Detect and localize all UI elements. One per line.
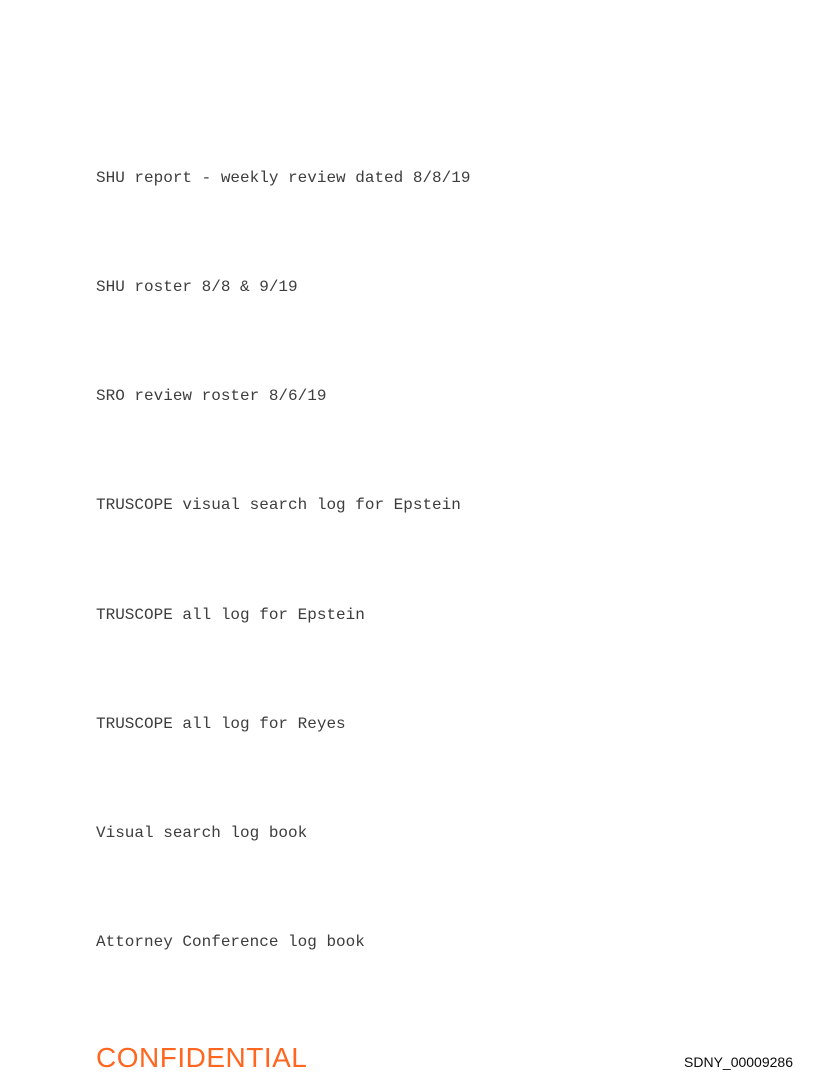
- document-line: Attorney Conference log book: [96, 933, 365, 952]
- bates-number: SDNY_00009286: [684, 1054, 793, 1070]
- document-line: TRUSCOPE all log for Reyes: [96, 714, 346, 733]
- document-line: TRUSCOPE all log for Epstein: [96, 605, 365, 624]
- document-line: SHU roster 8/8 & 9/19: [96, 278, 298, 297]
- document-line: Visual search log book: [96, 824, 308, 843]
- document-line: SRO review roster 8/6/19: [96, 387, 327, 406]
- document-text-block: [96, 87, 470, 1033]
- document-line: TRUSCOPE visual search log for Epstein: [96, 496, 461, 515]
- document-line: SHU report - weekly review dated 8/8/19: [96, 168, 471, 187]
- confidential-stamp: CONFIDENTIAL: [96, 1042, 308, 1073]
